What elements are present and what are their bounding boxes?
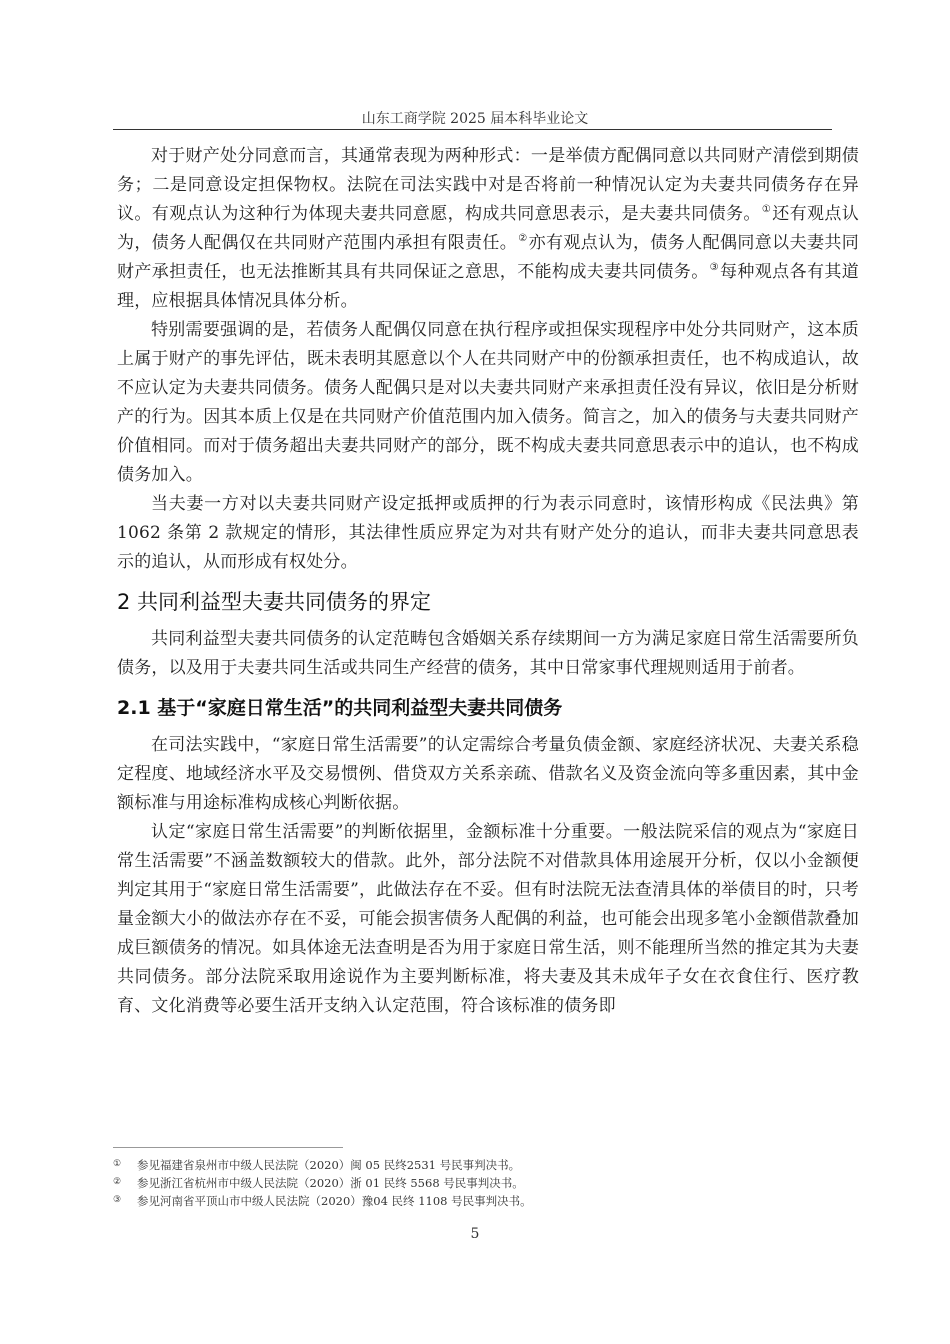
paragraph: 共同利益型夫妻共同债务的认定范畴包含婚姻关系存续期间一方为满足家庭日常生活需要所负债务，以及用于夫妻共同生活或共同生产经营的债务，其中日常家事代理规则适用于前者。	[117, 629, 859, 678]
footnotes	[113, 1156, 853, 1210]
page-number: 5	[470, 1226, 480, 1242]
footnote-ref[interactable]: ③	[709, 262, 719, 273]
footnote-ref[interactable]: ①	[761, 204, 772, 215]
subsection-heading: 2.1 基于“家庭日常生活”的共同利益型夫妻共同债务	[117, 697, 563, 719]
paragraph-text: 亦有观点认为，债务人配偶同意以夫妻共同财产承担责任，也无法推断其具有共同保证之意思，不能构成夫妻共同债务。	[117, 233, 859, 282]
footnote	[113, 1192, 853, 1210]
footnote-text: 参见福建省泉州市中级人民法院（2020）闽 05 民终2531 号民事判决书。	[137, 1158, 521, 1172]
paragraph: 在司法实践中，“家庭日常生活需要”的认定需综合考量负债金额、家庭经济状况、夫妻关系稳定程度、地域经济水平及交易惯例、借贷双方关系亲疏、借款名义及资金流向等多重因素，其中金额标准与用途标准构成核心判断依据。	[117, 735, 859, 813]
footnote-mark: ②	[113, 1177, 122, 1187]
paragraph-text: 每种观点各有其道理，应根据具体情况具体分析。	[117, 262, 859, 311]
body-text	[117, 142, 859, 1021]
footnote-mark: ③	[113, 1195, 122, 1205]
paragraph: 认定“家庭日常生活需要”的判断依据里，金额标准十分重要。一般法院采信的观点为“家庭日常生活需要”不涵盖数额较大的借款。此外，部分法院不对借款具体用途展开分析，仅以小金额便判定其用于“家庭日常生活需要”，此做法存在不妥。但有时法院无法查清具体的举债目的时，只考量金额大小的做法亦存在不妥，可能会损害债务人配偶的利益，也可能会出现多笔小金额借款叠加成巨额债务的情况。如具体途无法查明是否为用于家庭日常生活，则不能理所当然的推定其为夫妻共同债务。部分法院采取用途说作为主要判断标准，将夫妻及其未成年子女在衣食住行、医疗教育、文化消费等必要生活开支纳入认定范围，符合该标准的债务即	[117, 822, 859, 1016]
running-header: 山东工商学院 2025 届本科毕业论文	[361, 111, 589, 127]
paragraph	[117, 142, 859, 316]
paragraph: 当夫妻一方对以夫妻共同财产设定抵押或质押的行为表示同意时，该情形构成《民法典》第 1062 条第 2 款规定的情形，其法律性质应界定为对共有财产处分的追认，而非夫妻共同意思表示的追认，从而形成有权处分。	[117, 494, 859, 572]
paragraph: 特别需要强调的是，若债务人配偶仅同意在执行程序或担保实现程序中处分共同财产，这本质上属于财产的事先评估，既未表明其愿意以个人在共同财产中的份额承担责任，也不构成追认，故不应认定为夫妻共同债务。债务人配偶只是对以夫妻共同财产来承担责任没有异议，依旧是分析财产的行为。因其本质上仅是在共同财产价值范围内加入债务。简言之，加入的债务与夫妻共同财产价值相同。而对于债务超出夫妻共同财产的部分，既不构成夫妻共同意思表示中的追认，也不构成债务加入。	[117, 320, 859, 485]
footnote-ref[interactable]: ②	[518, 233, 528, 244]
paragraph-text: 还有观点认为，债务人配偶仅在共同财产范围内承担有限责任。	[117, 204, 860, 253]
footnote	[113, 1156, 853, 1174]
header-rule	[113, 129, 832, 130]
footnote-text: 参见浙江省杭州市中级人民法院（2020）浙 01 民终 5568 号民事判决书。	[137, 1176, 524, 1190]
section-heading: 2 共同利益型夫妻共同债务的界定	[117, 590, 432, 614]
paragraph-text: 对于财产处分同意而言，其通常表现为两种形式：一是举债方配偶同意以共同财产清偿到期债务；二是同意设定担保物权。法院在司法实践中对是否将前一种情况认定为夫妻共同债务存在异议。有观点认为这种行为体现夫妻共同意愿，构成共同意思表示，是夫妻共同债务。	[117, 146, 859, 224]
footnote-mark: ①	[113, 1159, 122, 1169]
footnote-text: 参见河南省平顶山市中级人民法院（2020）豫04 民终 1108 号民事判决书。	[137, 1194, 532, 1208]
footnote	[113, 1174, 853, 1192]
footnote-rule	[113, 1147, 343, 1148]
